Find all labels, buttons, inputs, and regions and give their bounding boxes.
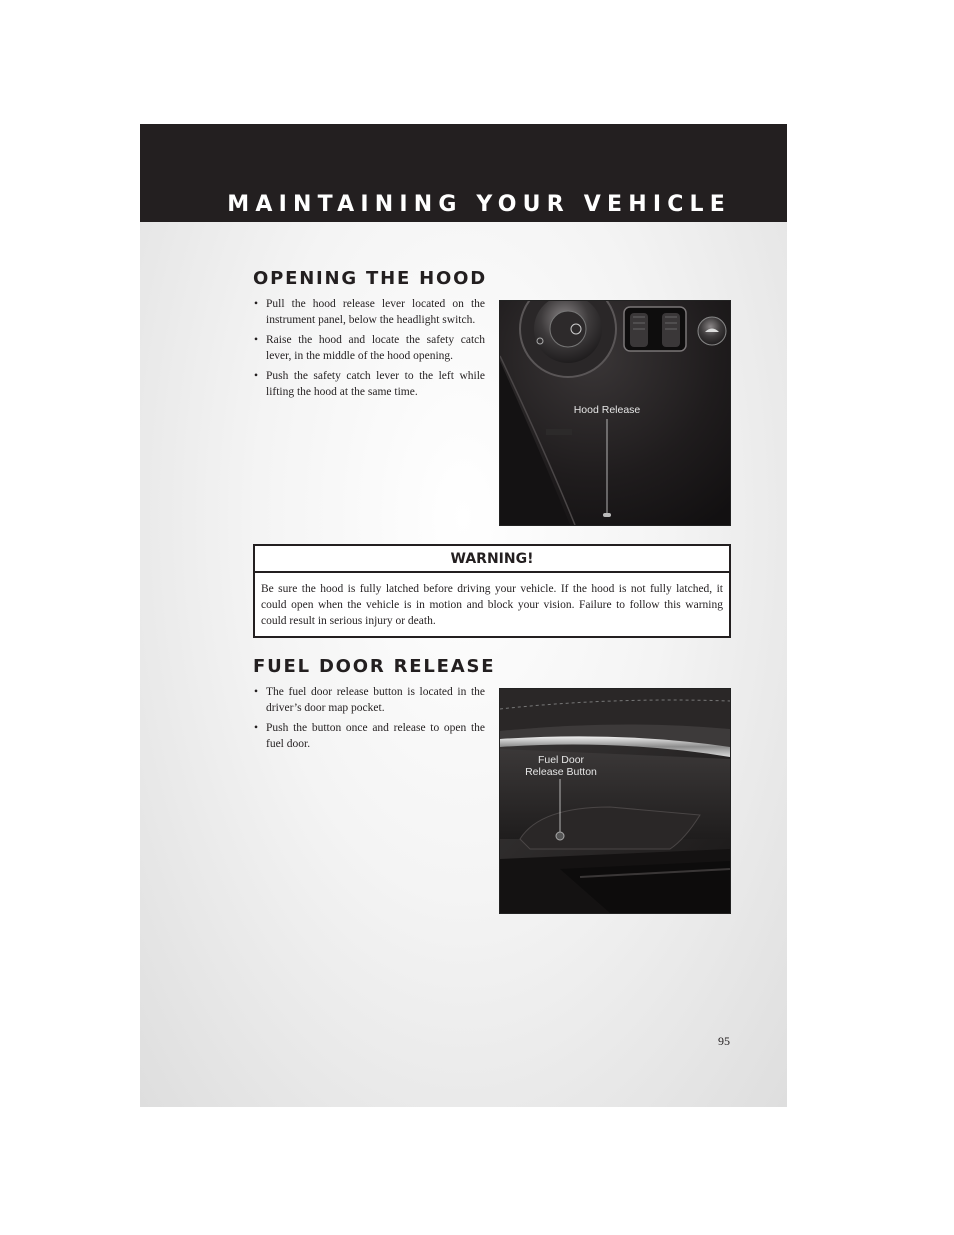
fuel-section-title: FUEL DOOR RELEASE	[253, 656, 496, 677]
hood-release-label: Hood Release	[573, 404, 641, 416]
list-item	[253, 368, 485, 400]
fuel-bullet-text: Push the button once and release to open the fuel door.	[266, 722, 485, 750]
hood-bullet-list	[253, 296, 485, 404]
page-number: 95	[718, 1034, 730, 1048]
fuel-label-line2: Release Button	[525, 766, 597, 778]
warning-box	[253, 544, 731, 638]
list-item	[253, 684, 485, 716]
bullet-icon: •	[254, 334, 259, 346]
hood-release-photo	[499, 300, 731, 526]
hood-bullet-text: Raise the hood and locate the safety catch lever, in the middle of the hood opening.	[266, 334, 485, 362]
bullet-icon: •	[254, 298, 259, 310]
header-bar	[140, 124, 787, 222]
bullet-icon: •	[254, 722, 259, 734]
hood-bullet-text: Pull the hood release lever located on the instrument panel, below the headlight switch.	[266, 298, 485, 326]
manual-page	[140, 124, 787, 1107]
list-item	[253, 720, 485, 752]
list-item	[253, 296, 485, 328]
page-header-title: MAINTAINING YOUR VEHICLE	[227, 192, 731, 217]
fuel-door-release-button-icon	[556, 832, 564, 840]
list-item	[253, 332, 485, 364]
warning-text: Be sure the hood is fully latched before driving your vehicle. If the hood is not fully latched, it could open when the vehicle is in motion and block your vision. Failure to follow this warning could result in serious injury or death.	[261, 583, 723, 627]
bullet-icon: •	[254, 686, 259, 698]
fuel-bullet-text: The fuel door release button is located in the driver’s door map pocket.	[266, 686, 485, 714]
fuel-bullet-list	[253, 684, 485, 756]
fuel-label-line1: Fuel Door	[537, 754, 585, 766]
warning-heading: WARNING!	[255, 546, 729, 573]
fuel-door-photo	[499, 688, 731, 914]
hood-section-title: OPENING THE HOOD	[253, 268, 487, 289]
bullet-icon: •	[254, 370, 259, 382]
hood-bullet-text: Push the safety catch lever to the left while lifting the hood at the same time.	[266, 370, 485, 398]
